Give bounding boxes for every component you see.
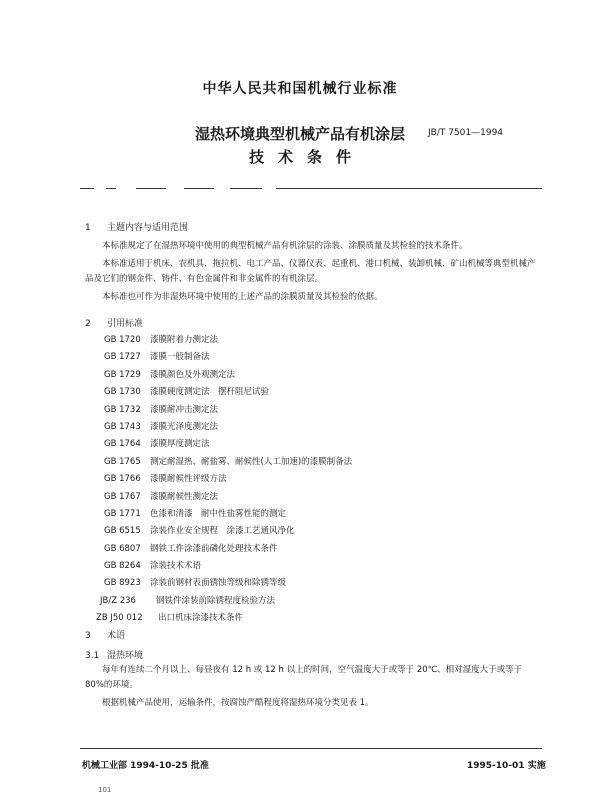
- reference-name: 涂装技术术语: [150, 561, 202, 572]
- list-item: [104, 368, 352, 385]
- standard-category-title: 中华人民共和国机械行业标准: [202, 81, 398, 97]
- section-1-paragraph-1: 本标准规定了在湿热环境中使用的典型机械产品有机涂层的涂装、涂膜质量及其检验的技术条件。: [102, 241, 468, 251]
- reference-name: 漆膜耐候性测定法: [150, 491, 219, 502]
- section-2-heading: [85, 316, 143, 329]
- effective-date: 1995-10-01 实施: [467, 761, 546, 771]
- section-2-number: 2: [85, 319, 91, 329]
- reference-code: GB 1729: [104, 369, 141, 380]
- reference-name: 出口机床涂漆技术条件: [158, 613, 244, 624]
- reference-code: GB 1730: [104, 387, 141, 398]
- document-title: 湿热环境典型机械产品有机涂层: [194, 125, 405, 143]
- reference-code: GB 1765: [104, 456, 141, 467]
- list-item: [104, 403, 352, 420]
- list-item: [104, 333, 352, 350]
- list-item: [104, 420, 352, 437]
- list-item: [100, 594, 352, 611]
- reference-code: GB 1764: [104, 439, 141, 450]
- section-1-paragraph-3: 本标准也可作为非湿热环境中使用的上述产品的涂膜质量及其检验的依据。: [102, 292, 383, 302]
- list-item: [104, 455, 352, 472]
- reference-name: 漆膜厚度测定法: [150, 439, 210, 450]
- list-item: [104, 576, 352, 593]
- reference-name: 漆膜硬度测定法 摆杆阻尼试验: [150, 387, 270, 398]
- reference-code: GB 1767: [104, 491, 141, 502]
- subsection-3-1-number: 3.1: [85, 651, 100, 661]
- reference-code: GB 1766: [104, 474, 141, 485]
- reference-code: GB 1720: [104, 335, 141, 345]
- document-subtitle: 技术条件: [248, 148, 365, 166]
- list-item: [104, 524, 352, 541]
- reference-code: GB 6515: [104, 526, 141, 537]
- section-1-number: 1: [85, 223, 91, 233]
- reference-code: ZB J50 012: [96, 613, 143, 624]
- list-item: [104, 559, 352, 576]
- section-3-title: 术语: [107, 631, 126, 641]
- list-item: [104, 490, 352, 507]
- section-3-number: 3: [85, 631, 91, 641]
- footer-divider: [80, 748, 542, 749]
- reference-standards-list: [96, 333, 353, 629]
- section-1-title: 主题内容与适用范围: [107, 223, 189, 233]
- list-item: [104, 472, 352, 489]
- reference-code: GB 1771: [104, 508, 141, 519]
- list-item: [104, 507, 352, 524]
- reference-name: 漆膜耐候性评级方法: [150, 474, 227, 485]
- reference-name: 涂装作业安全规程 涂漆工艺通风净化: [150, 526, 295, 537]
- section-1-heading: [85, 220, 188, 233]
- approval-date: 机械工业部 1994-10-25 批准: [82, 761, 209, 771]
- subsection-3-1-paragraph-1: 每年有连续二个月以上、每昼夜有 12 h 或 12 h 以上的时间，空气温度大于或等于 20℃、相对湿度大于或等于 80%的环境。: [85, 665, 523, 690]
- page-number: 101: [98, 786, 112, 794]
- reference-code: JB/Z 236: [100, 595, 136, 606]
- reference-name: 测定耐湿热、耐盐雾、耐候性(人工加速)的漆膜制备法: [150, 456, 353, 467]
- section-1-paragraph-2: 本标准适用于机床、农机具、拖拉机、电工产品、仪器仪表、起重机、港口机械、装卸机械、矿山机械等典型机械产品及它们的钢金件、铸件、有色金属件和非金属件的有机涂层。: [85, 259, 536, 284]
- reference-name: 漆膜颜色及外观测定法: [150, 369, 236, 380]
- list-item: [104, 350, 352, 367]
- reference-code: GB 1743: [104, 421, 141, 432]
- reference-name: 涂装前钢材表面锈蚀等级和除锈等级: [150, 578, 287, 589]
- reference-name: 漆膜耐冲击测定法: [150, 404, 219, 415]
- reference-name: 漆膜光泽度测定法: [150, 421, 219, 432]
- list-item: [104, 542, 352, 559]
- reference-code: GB 1727: [104, 352, 141, 363]
- subsection-3-1-heading: [85, 648, 143, 661]
- reference-name: 钢铁件涂装前除锈程度检验方法: [156, 595, 276, 606]
- reference-name: 钢铁工件涂漆前磷化处理技术条件: [150, 543, 278, 554]
- subsection-3-1-paragraph-2: 根据机械产品使用，运输条件，按腐蚀严酷程度将湿热环境分类见表 1。: [102, 698, 374, 708]
- reference-name: 漆膜附着力测定法: [150, 335, 219, 345]
- list-item: [96, 611, 352, 628]
- reference-name: 漆膜一般制备法: [150, 352, 210, 363]
- reference-name: 色漆和清漆 耐中性盐雾性能的测定: [150, 508, 287, 519]
- reference-code: GB 8264: [104, 561, 141, 572]
- standard-number: JB/T 7501—1994: [428, 128, 504, 138]
- subsection-3-1-title: 湿热环境: [107, 651, 144, 661]
- reference-code: GB 6807: [104, 543, 141, 554]
- reference-code: GB 8923: [104, 578, 141, 589]
- section-3-heading: [85, 628, 125, 641]
- section-2-title: 引用标准: [107, 319, 144, 329]
- reference-code: GB 1732: [104, 404, 141, 415]
- list-item: [104, 437, 352, 454]
- list-item: [104, 385, 352, 402]
